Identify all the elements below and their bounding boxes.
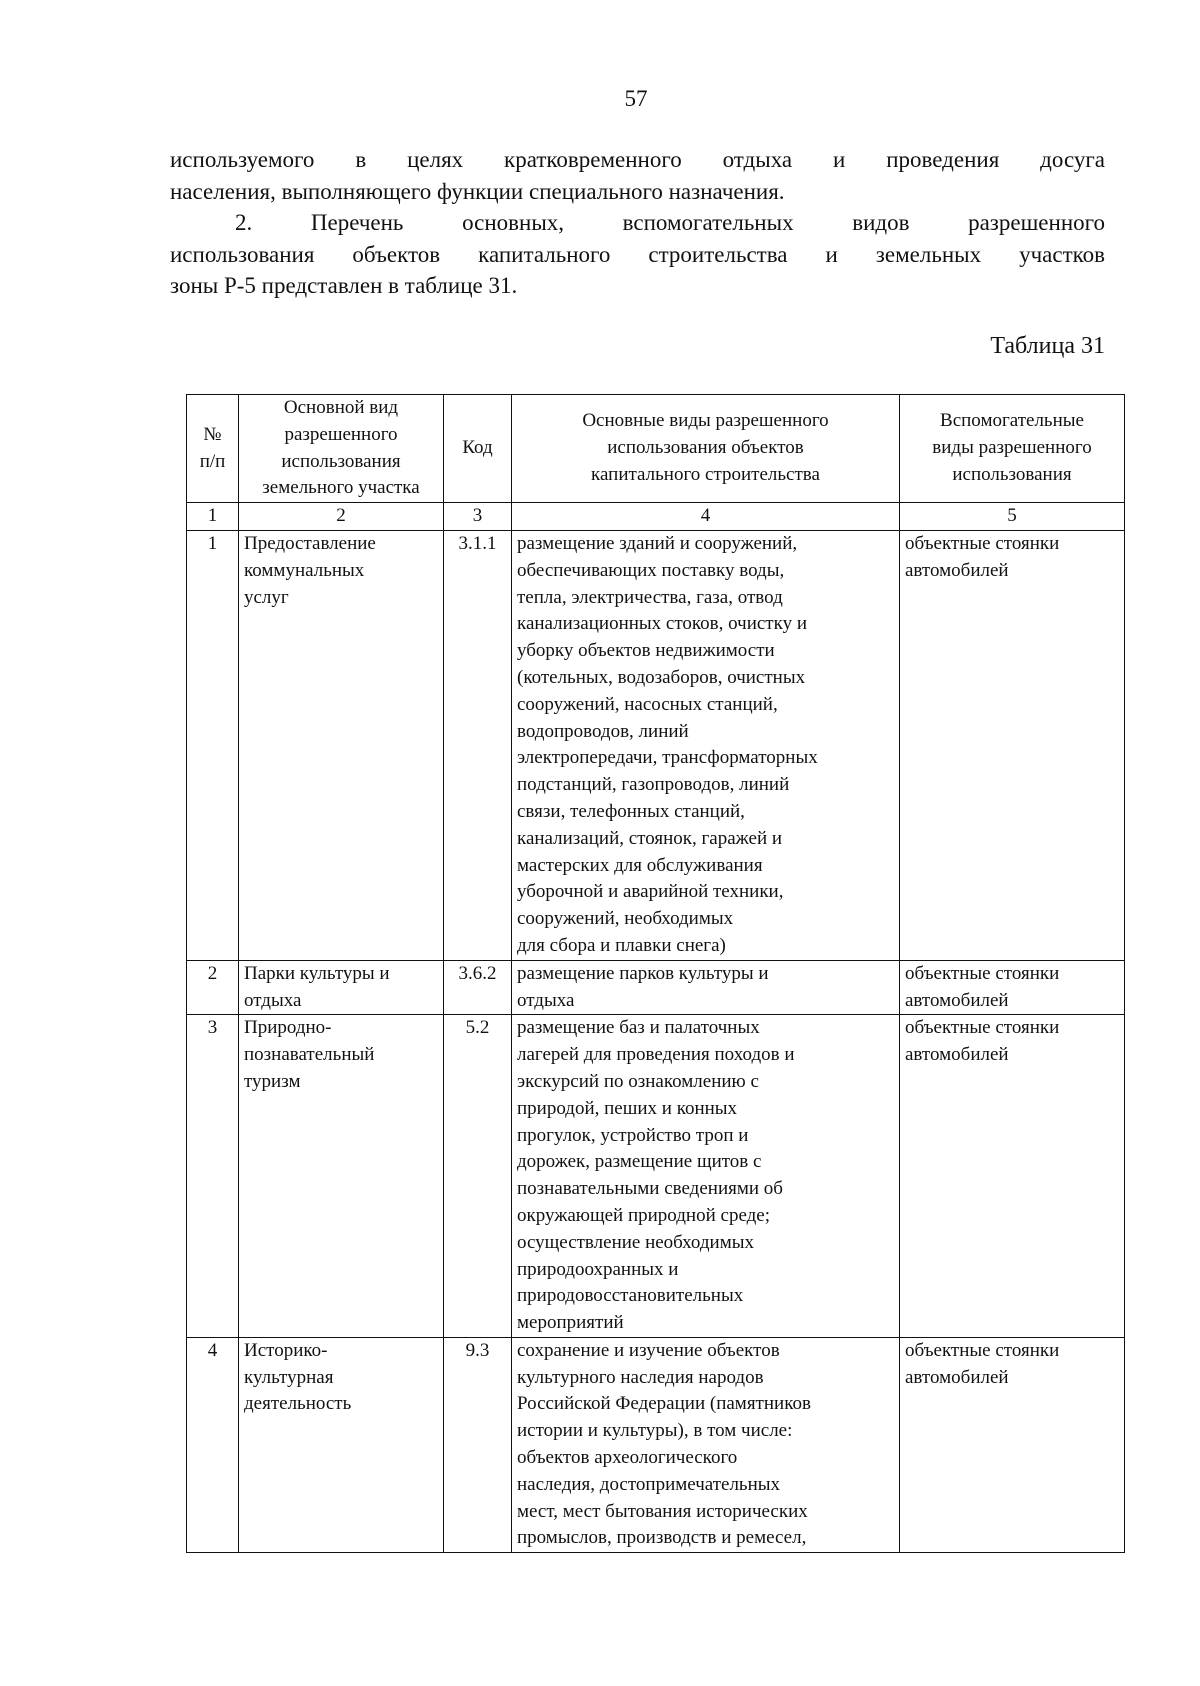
- cell-line: автомобилей: [905, 989, 1009, 1011]
- paragraph-line: зоны Р-5 представлен в таблице 31.: [170, 273, 518, 298]
- cell-line: объектные стоянки: [905, 1017, 1060, 1039]
- table-row: [187, 960, 1125, 1015]
- cell-line: мероприятий: [517, 1312, 624, 1334]
- land-use-name: [239, 960, 444, 1015]
- main-uses: [512, 960, 900, 1015]
- cell-line: использования: [952, 463, 1072, 485]
- code: 9.3: [444, 1337, 512, 1552]
- cell-line: размещение парков культуры и: [517, 962, 769, 984]
- header-main-uses: [512, 395, 900, 503]
- cell-line: земельного участка: [262, 477, 420, 499]
- main-uses: [512, 1337, 900, 1552]
- column-number: 4: [512, 503, 900, 531]
- aux-uses: [900, 530, 1125, 960]
- cell-line: Код: [462, 437, 493, 459]
- row-number: 1: [187, 530, 239, 960]
- row-number: 3: [187, 1015, 239, 1338]
- paragraph-line: использования объектов капитального строительства и земельных участков: [170, 241, 1105, 267]
- cell-line: использования: [281, 450, 401, 472]
- cell-line: электропередачи, трансформаторных: [517, 747, 818, 769]
- paragraph-continuation: [170, 144, 1105, 207]
- code: 5.2: [444, 1015, 512, 1338]
- main-uses: [512, 1015, 900, 1338]
- cell-line: №: [203, 423, 222, 445]
- cell-line: Парки культуры и: [244, 962, 390, 984]
- cell-line: туризм: [244, 1070, 301, 1092]
- cell-line: размещение баз и палаточных: [517, 1017, 760, 1039]
- cell-line: дорожек, размещение щитов с: [517, 1151, 762, 1173]
- cell-line: отдыха: [517, 989, 575, 1011]
- table-row: [187, 530, 1125, 960]
- header-code: [444, 395, 512, 503]
- cell-line: сооружений, необходимых: [517, 908, 734, 930]
- header-number: [187, 395, 239, 503]
- cell-line: разрешенного: [284, 423, 398, 445]
- code: 3.1.1: [444, 530, 512, 960]
- header-aux-uses: [900, 395, 1125, 503]
- header-land-use: [239, 395, 444, 503]
- column-number-row: [187, 503, 1125, 531]
- cell-line: сооружений, насосных станций,: [517, 693, 778, 715]
- cell-line: природой, пеших и конных: [517, 1097, 738, 1119]
- land-use-name: [239, 1015, 444, 1338]
- cell-line: канализационных стоков, очистку и: [517, 613, 807, 635]
- aux-uses: [900, 1337, 1125, 1552]
- cell-line: культурного наследия народов: [517, 1366, 764, 1388]
- cell-line: Предоставление: [244, 532, 376, 554]
- aux-uses: [900, 1015, 1125, 1338]
- cell-line: п/п: [199, 450, 226, 472]
- cell-line: Российской Федерации (памятников: [517, 1393, 811, 1415]
- column-number: 1: [187, 503, 239, 531]
- cell-line: истории и культуры), в том числе:: [517, 1420, 793, 1442]
- cell-line: для сбора и плавки снега): [517, 934, 726, 956]
- cell-line: подстанций, газопроводов, линий: [517, 774, 790, 796]
- cell-line: Вспомогательные: [940, 410, 1084, 432]
- cell-line: познавательный: [244, 1044, 375, 1066]
- land-use-table: [186, 394, 1125, 1553]
- cell-line: объектные стоянки: [905, 962, 1060, 984]
- cell-line: мастерских для обслуживания: [517, 854, 763, 876]
- cell-line: природоохранных и: [517, 1258, 679, 1280]
- cell-line: уборку объектов недвижимости: [517, 640, 775, 662]
- cell-line: отдыха: [244, 989, 302, 1011]
- cell-line: размещение зданий и сооружений,: [517, 532, 798, 554]
- table-header-row: [187, 395, 1125, 503]
- code: 3.6.2: [444, 960, 512, 1015]
- cell-line: объектные стоянки: [905, 1339, 1060, 1361]
- aux-uses: [900, 960, 1125, 1015]
- cell-line: прогулок, устройство троп и: [517, 1124, 749, 1146]
- cell-line: тепла, электричества, газа, отвод: [517, 586, 783, 608]
- land-use-name: [239, 530, 444, 960]
- cell-line: объектные стоянки: [905, 532, 1060, 554]
- cell-line: Историко-: [244, 1339, 328, 1361]
- cell-line: окружающей природной среде;: [517, 1204, 771, 1226]
- cell-line: водопроводов, линий: [517, 720, 689, 742]
- cell-line: мест, мест бытования исторических: [517, 1500, 808, 1522]
- cell-line: промыслов, производств и ремесел,: [517, 1527, 807, 1549]
- cell-line: услуг: [244, 586, 289, 608]
- cell-line: автомобилей: [905, 1044, 1009, 1066]
- cell-line: коммунальных: [244, 559, 365, 581]
- row-number: 2: [187, 960, 239, 1015]
- row-number: 4: [187, 1337, 239, 1552]
- cell-line: осуществление необходимых: [517, 1231, 754, 1253]
- cell-line: природовосстановительных: [517, 1285, 744, 1307]
- main-uses: [512, 530, 900, 960]
- cell-line: наследия, достопримечательных: [517, 1473, 781, 1495]
- cell-line: познавательными сведениями об: [517, 1178, 783, 1200]
- paragraph-line: населения, выполняющего функции специального назначения.: [170, 178, 785, 204]
- page-number: 57: [624, 86, 648, 111]
- table-row: [187, 1337, 1125, 1552]
- cell-line: канализаций, стоянок, гаражей и: [517, 827, 783, 849]
- paragraph-item-2: [170, 207, 1105, 302]
- cell-line: сохранение и изучение объектов: [517, 1339, 780, 1361]
- cell-line: использования объектов: [607, 437, 804, 459]
- cell-line: объектов археологического: [517, 1447, 738, 1469]
- land-use-name: [239, 1337, 444, 1552]
- cell-line: культурная: [244, 1366, 334, 1388]
- cell-line: Основной вид: [283, 397, 399, 418]
- paragraph-line: используемого в целях кратковременного отдыха и проведения досуга: [170, 147, 1105, 172]
- cell-line: обеспечивающих поставку воды,: [517, 559, 785, 581]
- cell-line: уборочной и аварийной техники,: [517, 881, 784, 903]
- cell-line: виды разрешенного: [932, 437, 1092, 459]
- paragraph-line: 2. Перечень основных, вспомогательных видов разрешенного: [235, 210, 1105, 235]
- column-number: 3: [444, 503, 512, 531]
- cell-line: автомобилей: [905, 559, 1009, 581]
- cell-line: экскурсий по ознакомлению с: [517, 1070, 759, 1092]
- table-row: [187, 1015, 1125, 1338]
- column-number: 5: [900, 503, 1125, 531]
- cell-line: (котельных, водозаборов, очистных: [517, 666, 806, 688]
- cell-line: деятельность: [244, 1393, 352, 1415]
- cell-line: автомобилей: [905, 1366, 1009, 1388]
- table-caption: Таблица 31: [990, 333, 1105, 359]
- cell-line: Основные виды разрешенного: [582, 410, 829, 432]
- column-number: 2: [239, 503, 444, 531]
- cell-line: лагерей для проведения походов и: [517, 1044, 795, 1066]
- cell-line: Природно-: [244, 1017, 332, 1039]
- cell-line: связи, телефонных станций,: [517, 800, 745, 822]
- cell-line: капитального строительства: [591, 463, 820, 485]
